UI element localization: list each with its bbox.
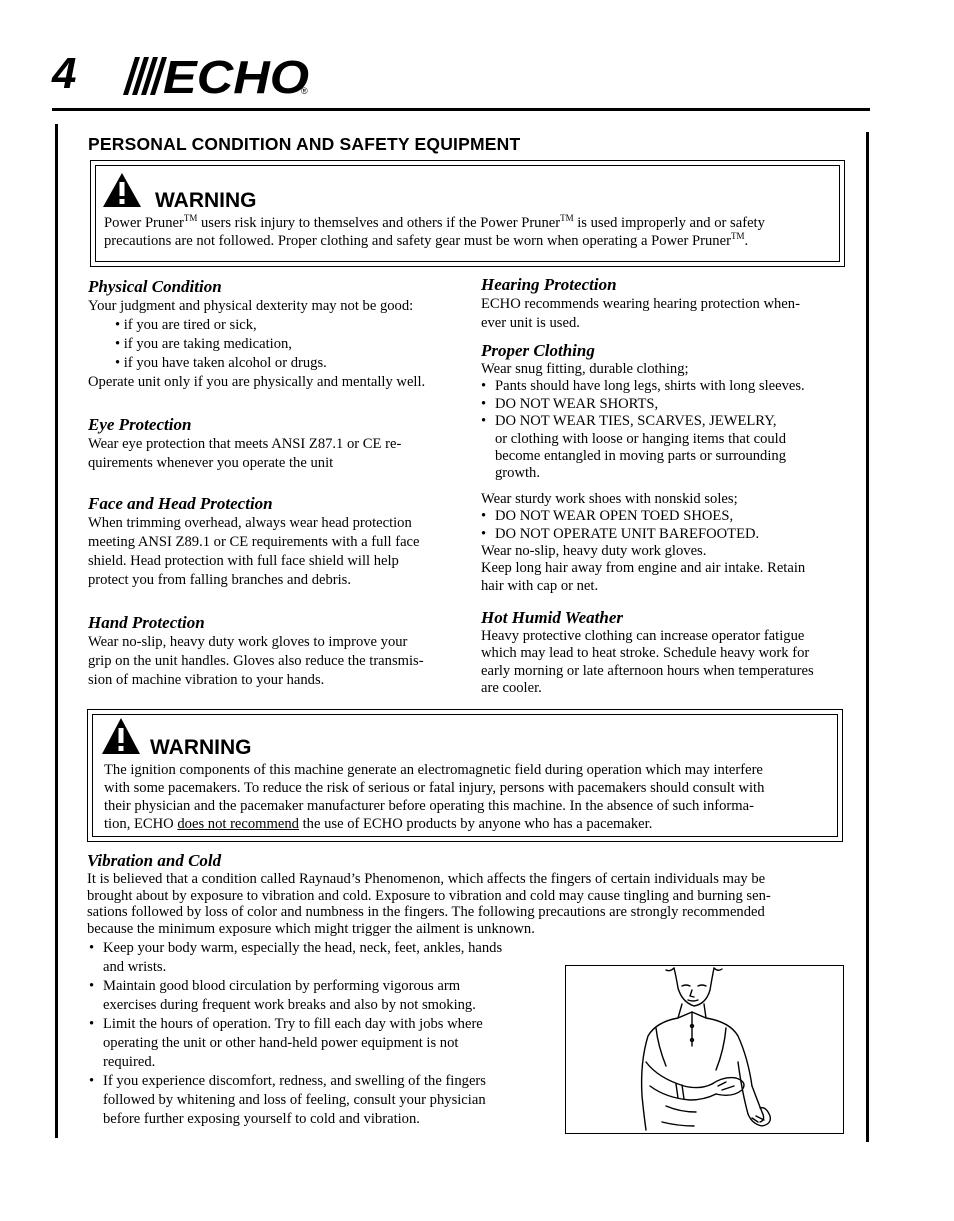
vibration-bullet: • Limit the hours of operation. Try to fill each day with jobs where operating the unit or other hand-held power equipment is not required. xyxy=(89,1015,549,1072)
physical-condition-section xyxy=(88,277,458,392)
hand-line: grip on the unit handles. Gloves also reduce the transmis- xyxy=(88,653,424,669)
page-number: 4 xyxy=(52,49,77,98)
face-line: meeting ANSI Z89.1 or CE requirements with a full face xyxy=(88,534,420,550)
shoes-bullet: • DO NOT OPERATE UNIT BAREFOOTED. xyxy=(481,526,851,543)
face-line: protect you from falling branches and debris. xyxy=(88,572,352,588)
clothing-bullet-cont: or clothing with loose or hanging items that could xyxy=(495,430,787,447)
man-examining-hands-illustration xyxy=(566,966,842,1132)
vibration-line: because the minimum exposure which might trigger the ailment is unknown. xyxy=(87,920,535,937)
hand-protection-section xyxy=(88,613,458,690)
vibration-cold-section xyxy=(87,851,847,937)
hand-line: sion of machine vibration to your hands. xyxy=(88,672,325,688)
vibration-bullets xyxy=(89,939,549,1129)
illustration-frame xyxy=(565,965,844,1134)
physical-outro: Operate unit only if you are physically and mentally well. xyxy=(88,374,426,390)
clothing-intro: Wear snug fitting, durable clothing; xyxy=(481,361,689,377)
hearing-protection-section xyxy=(481,275,851,333)
echo-logo xyxy=(115,55,315,97)
left-margin-rule xyxy=(55,124,58,1138)
proper-clothing-heading: Proper Clothing xyxy=(481,341,595,360)
hot-line: early morning or late afternoon hours when temperatures xyxy=(481,662,814,679)
proper-clothing-section xyxy=(481,341,851,595)
gloves-line: Wear no-slip, heavy duty work gloves. xyxy=(481,543,707,560)
physical-condition-heading: Physical Condition xyxy=(88,277,222,296)
eye-protection-heading: Eye Protection xyxy=(88,415,192,434)
hot-line: which may lead to heat stroke. Schedule heavy work for xyxy=(481,645,810,662)
face-protection-heading: Face and Head Protection xyxy=(88,494,273,513)
section-title: PERSONAL CONDITION AND SAFETY EQUIPMENT xyxy=(88,134,521,154)
hair-line: hair with cap or net. xyxy=(481,577,599,594)
vibration-bullet: • If you experience discomfort, redness, and swelling of the fingers followed by whitening and loss of feeling, consult your physician before further exposing yourself to cold and vibration. xyxy=(89,1072,549,1129)
warning-triangle-icon xyxy=(101,717,141,755)
hot-line: Heavy protective clothing can increase operator fatigue xyxy=(481,628,805,644)
vibration-line: It is believed that a condition called Raynaud’s Phenomenon, which affects the fingers of certain individuals may be xyxy=(87,871,766,887)
shoes-bullet: • DO NOT WEAR OPEN TOED SHOES, xyxy=(481,508,851,525)
hearing-line: ever unit is used. xyxy=(481,315,580,331)
warning-triangle-icon xyxy=(102,172,142,208)
clothing-bullet-cont: growth. xyxy=(495,465,540,482)
warning-heading: WARNING xyxy=(155,189,257,212)
hand-line: Wear no-slip, heavy duty work gloves to improve your xyxy=(88,634,408,650)
eye-line: Wear eye protection that meets ANSI Z87.1 or CE re- xyxy=(88,436,402,452)
eye-protection-section xyxy=(88,415,458,473)
vibration-cold-heading: Vibration and Cold xyxy=(87,851,222,870)
hand-protection-heading: Hand Protection xyxy=(88,613,205,632)
hot-line: are cooler. xyxy=(481,680,542,697)
hearing-protection-heading: Hearing Protection xyxy=(481,275,617,294)
warning-text-personal: Power Pruner™ users risk injury to themselves and others if the Power Pruner™ is used improperly and or safety precautions are not followed. Proper clothing and safety gear must be worn when operating a Power Pruner™. xyxy=(104,213,765,249)
registered-mark: ® xyxy=(301,86,308,96)
clothing-bullet: • Pants should have long legs, shirts with long sleeves. xyxy=(481,378,851,395)
hearing-line: ECHO recommends wearing hearing protection when- xyxy=(481,296,800,312)
header-rule xyxy=(52,108,870,111)
physical-item: • if you have taken alcohol or drugs. xyxy=(115,355,327,371)
hot-humid-section xyxy=(481,608,851,698)
right-margin-rule xyxy=(866,132,869,1142)
physical-intro: Your judgment and physical dexterity may not be good: xyxy=(88,298,414,314)
hair-line: Keep long hair away from engine and air intake. Retain xyxy=(481,560,806,577)
hot-humid-heading: Hot Humid Weather xyxy=(481,608,624,627)
face-line: shield. Head protection with full face shield will help xyxy=(88,553,399,569)
clothing-bullet: • DO NOT WEAR SHORTS, xyxy=(481,396,851,413)
echo-logo-text: ECHO xyxy=(163,55,310,97)
echo-logo-graphic xyxy=(115,55,315,97)
physical-item: • if you are tired or sick, xyxy=(115,317,257,333)
warning-heading: WARNING xyxy=(150,736,252,759)
vibration-bullet: • Keep your body warm, especially the head, neck, feet, ankles, hands and wrists. xyxy=(89,939,549,977)
shoes-intro: Wear sturdy work shoes with nonskid soles; xyxy=(481,490,738,507)
eye-line: quirements whenever you operate the unit xyxy=(88,455,334,471)
face-protection-section xyxy=(88,494,458,590)
vibration-line: brought about by exposure to vibration and cold. Exposure to vibration and cold may cause tingling and burning sen- xyxy=(87,887,771,904)
vibration-line: sations followed by loss of color and numbness in the fingers. The following precautions are strongly recommended xyxy=(87,904,765,920)
clothing-bullet-cont: become entangled in moving parts or surrounding xyxy=(495,448,786,465)
warning-text-pacemaker: The ignition components of this machine generate an electromagnetic field during operation which may interfere with some pacemakers. To reduce the risk of serious or fatal injury, persons with pacemakers should consult with their physician and the pacemaker manufacturer before operating this machine. In the absence of such informa- tion, ECHO does not recommend the use of ECHO products by anyone who has a pacemaker. xyxy=(104,762,765,832)
physical-item: • if you are taking medication, xyxy=(115,336,292,352)
clothing-bullet: • DO NOT WEAR TIES, SCARVES, JEWELRY, xyxy=(481,413,851,430)
vibration-bullet: • Maintain good blood circulation by performing vigorous arm exercises during frequent work breaks and also by not smoking. xyxy=(89,977,549,1015)
face-line: When trimming overhead, always wear head protection xyxy=(88,515,412,531)
